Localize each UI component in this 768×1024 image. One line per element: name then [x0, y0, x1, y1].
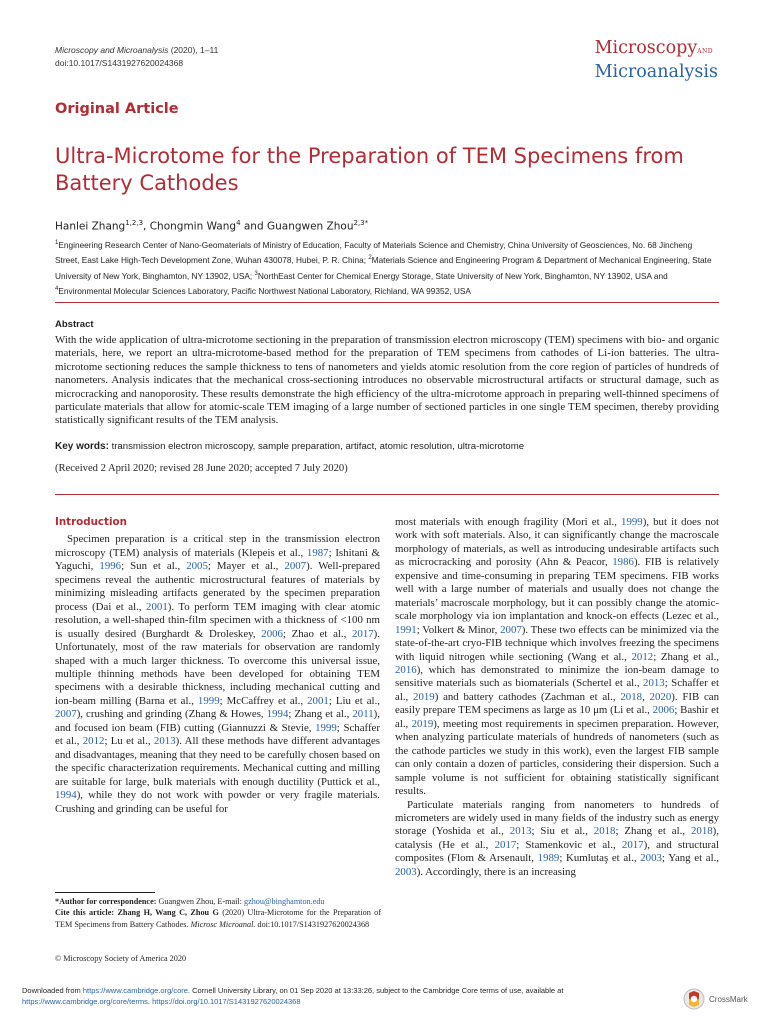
terms-link[interactable]: https://www.cambridge.org/core/terms [22, 996, 148, 1006]
citation-link[interactable]: 1994 [266, 708, 289, 721]
citation-link[interactable]: 2019 [413, 690, 435, 703]
citation-link[interactable]: 2005 [186, 560, 208, 573]
affiliation-text: Engineering Research Center of Nano-Geomaterials of Ministry of Education, Faculty of Materials Science and Chemistry, China University of Geosciences, No. 68 Jincheng Street, East Lake High-Tech Development Zone, Wuhan 430078, Hubei, P. R. China; [55, 239, 693, 266]
masthead-and: AND [697, 48, 714, 55]
keywords-label: Key words: [55, 441, 109, 452]
affiliations [55, 237, 719, 298]
body-text: ; Zhang et al., [615, 825, 691, 838]
copyright: © Microscopy Society of America 2020 [55, 954, 187, 963]
citation-link[interactable]: 2006 [652, 704, 675, 717]
received-dates: (Received 2 April 2020; revised 28 June 2020; accepted 7 July 2020) [55, 463, 348, 474]
affiliation-text: Environmental Molecular Sciences Laboratory, Pacific Northwest National Laboratory, Richland, WA 99352, USA [58, 285, 471, 296]
body-text: ), crushing and grinding (Zhang & Howes, [76, 708, 267, 721]
body-text: ; Ishitani & Yaguchi, [55, 546, 380, 573]
body-text: ), and focused ion beam (FIB) cutting (Giannuzzi & Stevie, [55, 708, 380, 734]
body-text: ; Zhang et al., [653, 650, 720, 663]
body-text: ; Stamenkovic et al., [516, 838, 622, 851]
author-separator: and [240, 220, 267, 233]
author-list [55, 219, 368, 233]
journal-masthead-logo [595, 38, 718, 82]
citation-link[interactable]: 2016 [395, 663, 417, 676]
abstract-divider [55, 494, 719, 495]
citation-link[interactable]: 2018 [593, 825, 616, 838]
body-text: Specimen preparation is a critical step in the transmission electron microscopy (TEM) analysis of materials (Klepeis et al., [55, 533, 380, 559]
abstract-body: With the wide application of ultra-microtome sectioning in the preparation of transmission electron microscopy (TEM) specimens with bio- and organic materials, here, we report an ultra-microtome-based method for the preparation of TEM specimens from cathodes of Li-ion batteries. The ultra-microtome sectioning reduces the sample thickness to tens of nanometers and yields atomic resolution from the core region of particles of hundreds of nanometers. Analysis indicates that the mechanical cross-sectioning introduces no observable microstructural artifacts or structural damage, such as microcracking and nanoporosity. These results demonstrate the high efficiency of the ultra-microtome approach in preparing well-thinned specimens of particulate materials that allow for atomic-scale TEM imaging of a large number of sectioned particles in one single TEM specimen, thereby providing statistically significant results of the TEM analysis. [55, 334, 719, 427]
body-text: ). To perform TEM imaging with clear atomic resolution, a well-shaped thin-film specimen with a thickness of <100 nm is usually desired (Burghardt & Droleskey, [55, 600, 380, 640]
citation-link[interactable]: 2017 [494, 838, 517, 851]
cite-doi: doi:10.1017/S1431927620024368 [255, 919, 370, 929]
citation-link[interactable]: 2001 [307, 694, 329, 707]
citation-link[interactable]: 2003 [395, 865, 417, 878]
citation-link[interactable]: 1999 [197, 694, 220, 707]
body-text: ; Volkert & Minor, [416, 623, 501, 636]
article-title: Ultra-Microtome for the Preparation of TEM Specimens from Battery Cathodes [55, 144, 684, 195]
citation-link[interactable]: 2012 [631, 650, 654, 663]
body-text: most materials with enough fragility (Mori et al., [395, 516, 622, 528]
body-text: ; Yang et al., [661, 852, 720, 865]
body-text: ; Sun et al., [121, 560, 187, 573]
journal-name: Microscopy and Microanalysis [55, 45, 169, 55]
correspondence-label: *Author for correspondence: [55, 897, 157, 906]
affiliation-marker: 2 [368, 255, 372, 262]
body-text: ). FIB is relatively expensive and time-consuming in preparing TEM specimens. FIB works well with a large number of materials and usually does not change the materials’ macroscale morphology, but it can possibly change the atomic-scale morphology via ion implantation and knock-on effects (Lezec et al., [395, 556, 719, 623]
affiliation-marker: 3 [254, 270, 258, 277]
body-text: ). All these methods have different advantages and disadvantages, meaning that they need to be carefully chosen based on the specific characterization requirements. Mechanical cutting and milling are suitable for large, bulk materials with enough ductility (Puttick et al., [55, 735, 380, 788]
citation-link[interactable]: 2013 [643, 677, 665, 690]
header-divider [55, 302, 719, 303]
body-text: ), and structural composites (Flom & Arsenault, [395, 838, 719, 865]
body-text: ). Unfortunately, most of the raw materials for observation are randomly shaped with a much larger thickness. To overcome this universal issue, multiple thinning methods have been developed for obtaining TEM specimens with a desirable thickness, including mechanical cutting and ion-beam milling (Barna et al., [55, 627, 380, 707]
body-text: ), while they do not work with powder or very fragile materials. Crushing and grinding can be useful for [55, 789, 380, 815]
body-text: ), meeting most requirements in specimen preparation. However, when analyzing particulate materials of hundreds of nanometers (such as the cathode particles we study in this work), even the largest FIB sample can only contain a dozen of particles, considering their dispersion. Such a sample volume is not sufficient for obtaining statistically significant results. [395, 717, 719, 798]
author-affiliation-marker: 4 [236, 219, 241, 227]
download-notice [22, 986, 632, 1007]
citation-link[interactable]: 2007 [500, 623, 522, 636]
body-text: ), which has demonstrated to minimize the ion-beam damage to sensitive materials such as biomaterials (Schertel et al., [395, 663, 719, 690]
citation-link[interactable]: 2001 [146, 600, 168, 613]
affiliation-marker: 4 [55, 286, 59, 293]
citation-link[interactable]: 1996 [99, 560, 122, 573]
author-name: Hanlei Zhang [55, 220, 126, 233]
citation-link[interactable]: 2012 [82, 735, 105, 748]
citation-link[interactable]: 2003 [640, 852, 662, 865]
citation-link[interactable]: 1987 [306, 546, 329, 559]
correspondence-note [55, 896, 381, 907]
body-text: Particulate materials ranging from nanometers to hundreds of micrometers are widely used in many fields of the industry such as energy storage (Yoshida et al., [395, 798, 719, 838]
masthead-line2: Microanalysis [594, 62, 718, 82]
body-text: ). These two effects can be minimized via the state-of-the-art cryo-FIB technique which involves freezing the specimens with liquid nitrogen while sectioning (Wang et al., [395, 623, 719, 663]
body-text: ; Schaffer et al., [395, 677, 719, 703]
journal-doi: doi:10.1017/S1431927620024368 [55, 58, 184, 68]
left-column [55, 516, 380, 816]
correspondence-email-link[interactable]: gzhou@binghamton.edu [243, 897, 325, 906]
citation-link[interactable]: 2007 [55, 708, 77, 721]
citation-link[interactable]: 2013 [509, 825, 532, 838]
citation-link[interactable]: 2007 [284, 560, 307, 573]
cite-note [55, 907, 381, 930]
affiliation-text: Materials Science and Engineering Program & Department of Mechanical Engineering, State University of New York, Binghamton, NY 13902, USA; [55, 255, 712, 281]
body-text: ; Zhang et al., [288, 708, 353, 721]
body-paragraph [55, 533, 380, 816]
author-separator: , [143, 220, 150, 233]
correspondence-text: Guangwen Zhou, E-mail: [156, 897, 244, 906]
journal-info: (2020), 1–11 [168, 45, 219, 55]
affiliation-text: NorthEast Center for Chemical Energy Storage, State University of New York, Binghamton, NY 13902, USA and [257, 270, 668, 281]
article-type: Original Article [55, 101, 179, 117]
section-heading-introduction: Introduction [55, 516, 127, 528]
crossmark-icon [683, 988, 705, 1010]
journal-header [55, 44, 355, 70]
right-column [395, 516, 719, 879]
body-text: ; Mayer et al., [207, 560, 285, 573]
citation-link[interactable]: 2018 [690, 825, 713, 838]
citation-link[interactable]: 1994 [55, 789, 77, 802]
body-paragraph [395, 516, 719, 799]
citation-link[interactable]: 2017 [351, 627, 374, 640]
cambridge-core-link[interactable]: https://www.cambridge.org/core [82, 986, 188, 995]
body-text: ; Liu et al., [328, 694, 380, 707]
citation-link[interactable]: 2006 [261, 627, 283, 640]
affiliation-marker: 1 [55, 240, 59, 246]
body-text: ; Lu et al., [104, 735, 154, 748]
body-text: ; McCaffrey et al., [219, 694, 308, 707]
body-text: ) and battery cathodes (Zachman et al., [434, 690, 621, 703]
body-text: ; Siu et al., [531, 825, 594, 838]
citation-link[interactable]: 2018 [620, 690, 643, 703]
author-name: Guangwen Zhou [266, 220, 354, 233]
body-text: ). FIB can easily prepare TEM specimens as large as 10 μm (Li et al., [395, 690, 720, 717]
body-text: ), catalysis (He et al., [395, 825, 719, 851]
download-text-1: Downloaded from [22, 986, 83, 995]
doi-link[interactable]: https://doi.org/10.1017/S1431927620024368 [152, 996, 301, 1006]
cite-text: (2020) Ultra-Microtome for the Preparation of TEM Specimens from Battery Cathodes. [55, 908, 381, 929]
author-affiliation-marker: 2,3* [353, 219, 369, 227]
body-text: ). Well-prepared specimens reveal the authentic microstructural features of materials by minimizing misleading artifacts generated by the specimen preparation process (Dai et al., [55, 560, 380, 613]
citation-link[interactable]: 2013 [153, 735, 176, 748]
author-name: Chongmin Wang [149, 220, 237, 233]
citation-link[interactable]: 2011 [352, 708, 374, 721]
abstract-heading: Abstract [55, 319, 94, 330]
citation-link[interactable]: 1999 [621, 516, 643, 528]
body-text: ; Bashir et al., [395, 704, 719, 730]
crossmark-badge[interactable] [683, 988, 748, 1010]
crossmark-label: CrossMark [709, 994, 748, 1004]
cite-label: Cite this article: [55, 908, 115, 918]
body-text: ; Zhao et al., [282, 627, 352, 640]
footnotes [55, 896, 381, 930]
footnote-divider [55, 892, 155, 893]
body-text: ; Schaffer et al., [55, 721, 380, 748]
download-text-2: . Cornell University Library, on 01 Sep 2020 at 13:33:26, subject to the Cambridge Core terms of use, available at [187, 986, 564, 995]
citation-link[interactable]: 1991 [395, 623, 417, 636]
author-affiliation-marker: 1,2,3 [125, 219, 144, 227]
citation-link[interactable]: 2019 [411, 717, 434, 730]
body-text: ), but it does not work with soft materials. Also, it can significantly change the macroscale morphology of materials, as well as introducing undesirable artifacts such as microcracking and porosity (Ahn & Peacor, [395, 516, 719, 569]
download-text-3: . [147, 996, 153, 1006]
body-text: ; Kumlutaş et al., [559, 852, 641, 865]
body-text: , [642, 690, 650, 703]
body-paragraph [395, 799, 719, 880]
cite-journal: Microsc Microanal. [190, 919, 256, 929]
citation-link[interactable]: 2020 [649, 690, 672, 703]
masthead-line1: Microscopy [594, 38, 698, 58]
cite-authors: Zhang H, Wang C, Zhou G [114, 908, 219, 918]
body-text: ). Accordingly, there is an increasing [416, 865, 576, 878]
citation-link[interactable]: 1999 [315, 721, 337, 734]
citation-link[interactable]: 1989 [537, 852, 560, 865]
keywords-list: transmission electron microscopy, sample preparation, artifact, atomic resolution, ultra-microtome [108, 441, 525, 452]
citation-link[interactable]: 1986 [612, 556, 634, 569]
citation-link[interactable]: 2017 [621, 838, 644, 851]
keywords [55, 441, 719, 452]
